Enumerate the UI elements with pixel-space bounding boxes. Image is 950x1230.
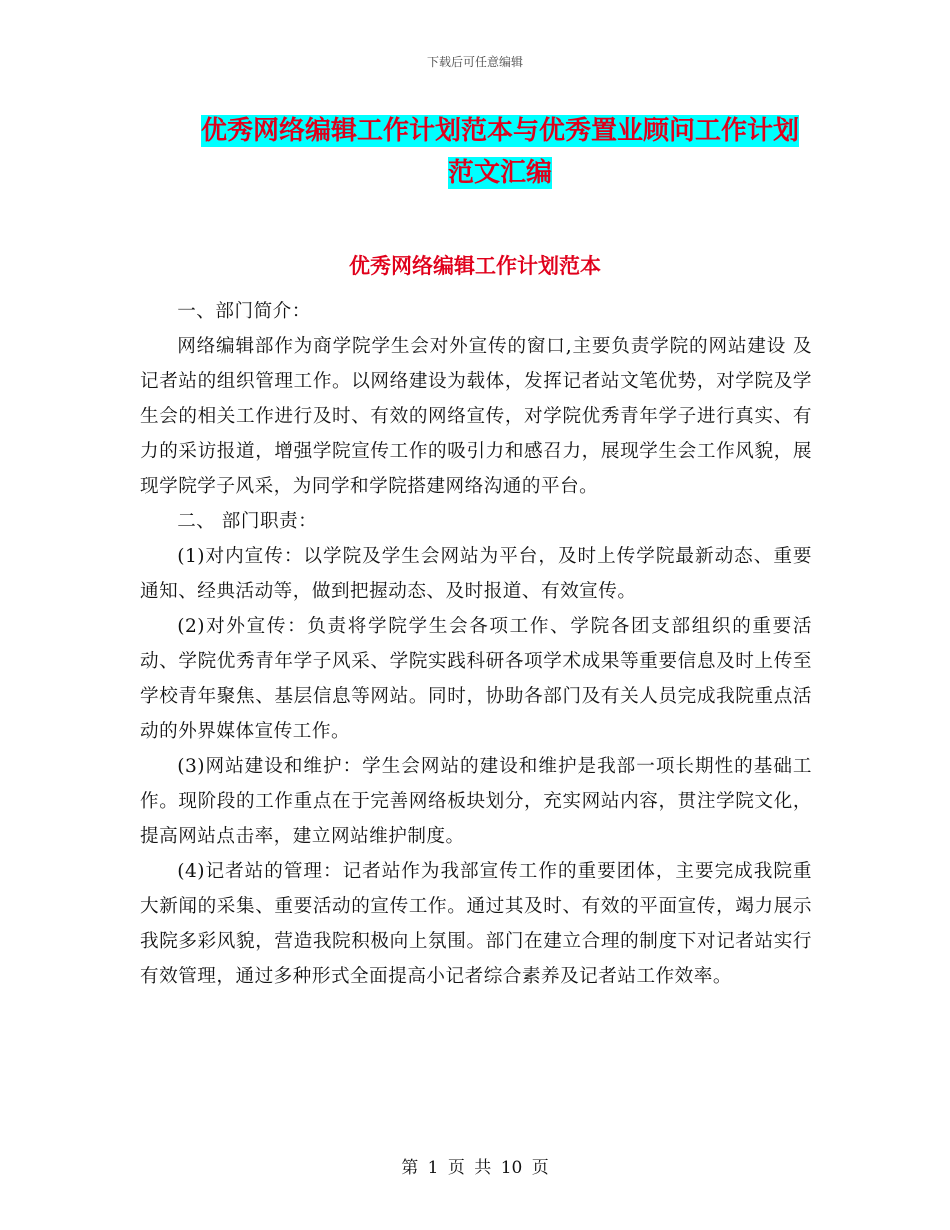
document-title [140, 110, 860, 194]
document-title-line-1: 优秀网络编辑工作计划范本与优秀置业顾问工作计划 [200, 116, 799, 146]
page-footer: 第 1 页 共 10 页 [401, 1158, 549, 1178]
paragraph-duty-internal: (1)对内宣传：以学院及学生会网站为平台，及时上传学院最新动态、重要通知、经典活动等，做到把握动态、及时报道、有效宣传。 [140, 546, 812, 602]
section-title: 优秀网络编辑工作计划范本 [349, 254, 601, 278]
paragraph-duty-website: (3)网站建设和维护：学生会网站的建设和维护是我部一项长期性的基础工作。现阶段的工作重点在于完善网络板块划分，充实网站内容，贯注学院文化，提高网站点击率，建立网站维护制度。 [140, 756, 812, 847]
heading-department-intro: 一、部门简介： [177, 301, 311, 322]
paragraph-duty-reporters: (4)记者站的管理：记者站作为我部宣传工作的重要团体，主要完成我院重大新闻的采集、重要活动的宣传工作。通过其及时、有效的平面宣传，竭力展示我院多彩风貌，营造我院积极向上氛围。部门在建立合理的制度下对记者站实行有效管理，通过多种形式全面提高小记者综合素养及记者站工作效率。 [140, 861, 812, 987]
paragraph-department-intro: 网络编辑部作为商学院学生会对外宣传的窗口,主要负责学院的网站建设 及记者站的组织管理工作。以网络建设为载体，发挥记者站文笔优势，对学院及学生会的相关工作进行及时、有效的网络宣传，对学院优秀青年学子进行真实、有力的采访报道，增强学院宣传工作的吸引力和感召力，展现学生会工作风貌，展现学院学子风采，为同学和学院搭建网络沟通的平台。 [140, 336, 812, 497]
paragraph-duty-external: (2)对外宣传：负责将学院学生会各项工作、学院各团支部组织的重要活动、学院优秀青年学子风采、学院实践科研各项学术成果等重要信息及时上传至学校青年聚焦、基层信息等网站。同时，协助各部门及有关人员完成我院重点活动的外界媒体宣传工作。 [140, 616, 812, 742]
document-body [140, 294, 812, 994]
heading-department-duties: 二、 部门职责： [177, 511, 318, 532]
header-note: 下载后可任意编辑 [426, 55, 523, 69]
document-title-line-2: 范文汇编 [447, 158, 552, 188]
